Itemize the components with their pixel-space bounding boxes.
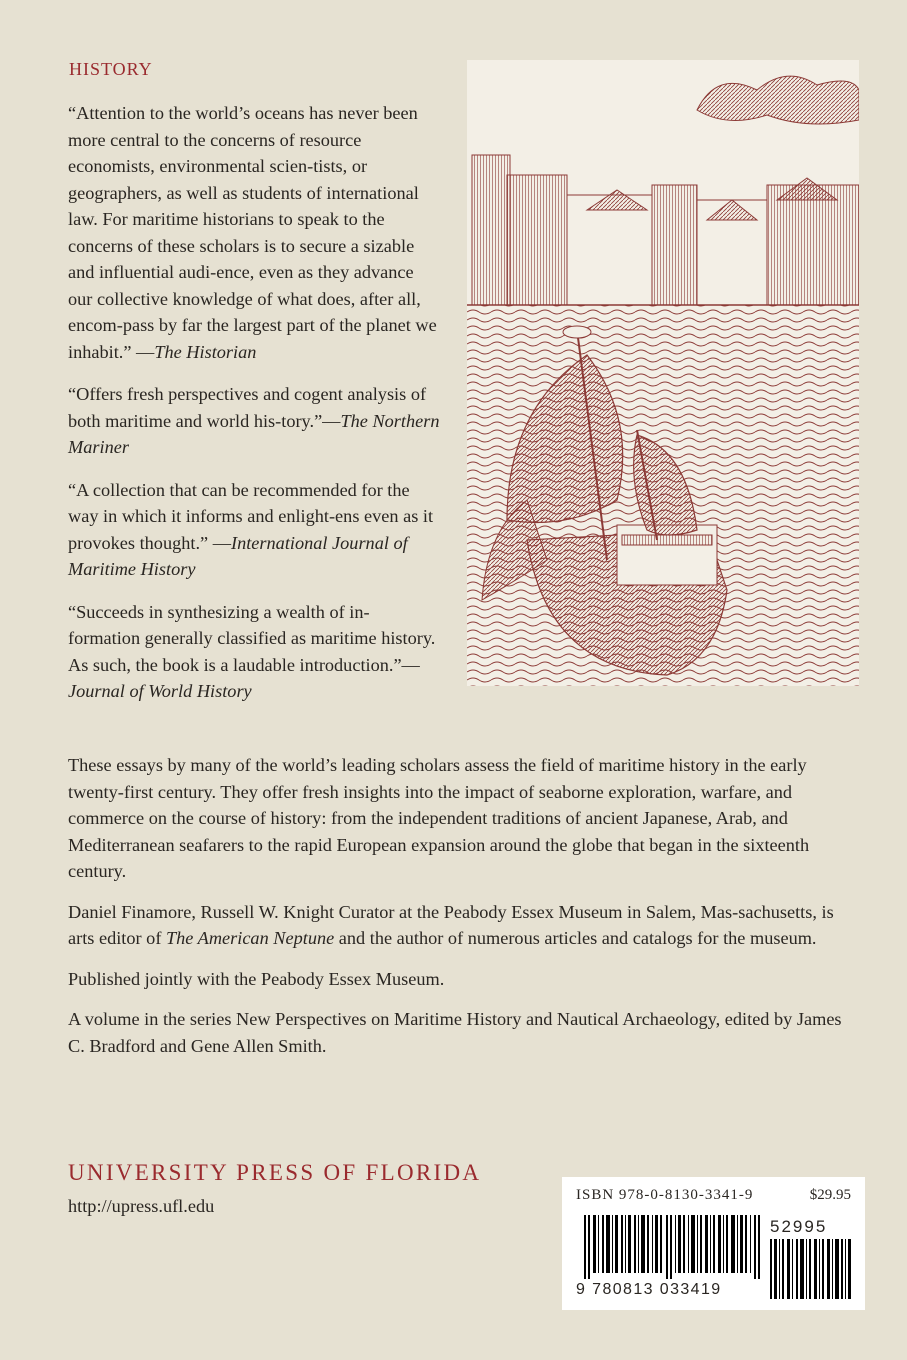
price-code: 52995 (770, 1217, 828, 1236)
blurb-1 (68, 100, 440, 365)
price-addon-barcode (770, 1239, 854, 1299)
editor-bio-text-end: and the author of numerous articles and catalogs for the museum. (334, 928, 817, 948)
publisher-url: http://upress.ufl.edu (68, 1196, 215, 1216)
editor-bio-text: Daniel Finamore, Russell W. Knight Curator at the Peabody Essex Museum in Salem, Mas-sachusetts, is arts editor of (68, 901, 834, 948)
price-label: $29.95 (809, 1187, 851, 1203)
blurb-2 (68, 381, 440, 461)
blurb-text: “Attention to the world’s oceans has never been more central to the concerns of resource economists, environmental scien-tists, or geographers, as well as students of international law. For maritime historians to speak to the concerns of these scholars is to secure a sizable and influential audi-ence, even as they advance our collective knowledge of what does, after all, encom-pass by far the largest part of the planet we inhabit.” — (68, 103, 437, 362)
ship-engraving-svg (467, 60, 859, 686)
editor-bio (68, 899, 858, 952)
blurb-text: “Succeeds in synthesizing a wealth of in-formation generally classified as maritime history. As such, the book is a laudable introduction.”— (68, 601, 436, 675)
book-description: These essays by many of the world’s leading scholars assess the field of maritime history in the early twenty-first century. They offer fresh insights into the impact of seaborne exploration, warfare, and commerce on the course of history: from the independent traditions of ancient Japanese, Arab, and Mediterranean seafarers to the rapid European expansion around the globe that began in the sixteenth century. (68, 755, 810, 881)
isbn-barcode-block (562, 1177, 865, 1310)
blurb-source: The Historian (154, 341, 257, 362)
description-section (68, 752, 858, 1073)
ean-barcode (584, 1215, 762, 1279)
blurb-source: Journal of World History (68, 681, 252, 701)
series-note: A volume in the series New Perspectives on Maritime History and Nautical Archaeology, edited by James C. Bradford and Gene Allen Smith. (68, 1009, 842, 1056)
isbn-label: ISBN 978-0-8130-3341-9 (576, 1187, 754, 1203)
barcode-digits: 9 780813 033419 (576, 1281, 722, 1298)
published-jointly-note: Published jointly with the Peabody Essex Museum. (68, 968, 445, 989)
blurb-text: “Offers fresh perspectives and cogent analysis of both maritime and world his-tory.”— (68, 384, 427, 431)
blurb-source: The Northern Mariner (68, 410, 440, 457)
blurb-4 (68, 599, 440, 705)
blurb-text: “A collection that can be recommended for the way in which it informs and enlight-ens even as it provokes thought.” — (68, 479, 434, 553)
blurb-source: International Journal of Maritime History (68, 532, 408, 579)
review-blurbs (68, 100, 440, 721)
journal-title: The American Neptune (165, 928, 335, 948)
category-label: HISTORY (69, 59, 153, 79)
ship-engraving-illustration (467, 60, 859, 686)
publisher-name: UNIVERSITY PRESS OF FLORIDA (68, 1160, 482, 1185)
blurb-3 (68, 477, 440, 583)
